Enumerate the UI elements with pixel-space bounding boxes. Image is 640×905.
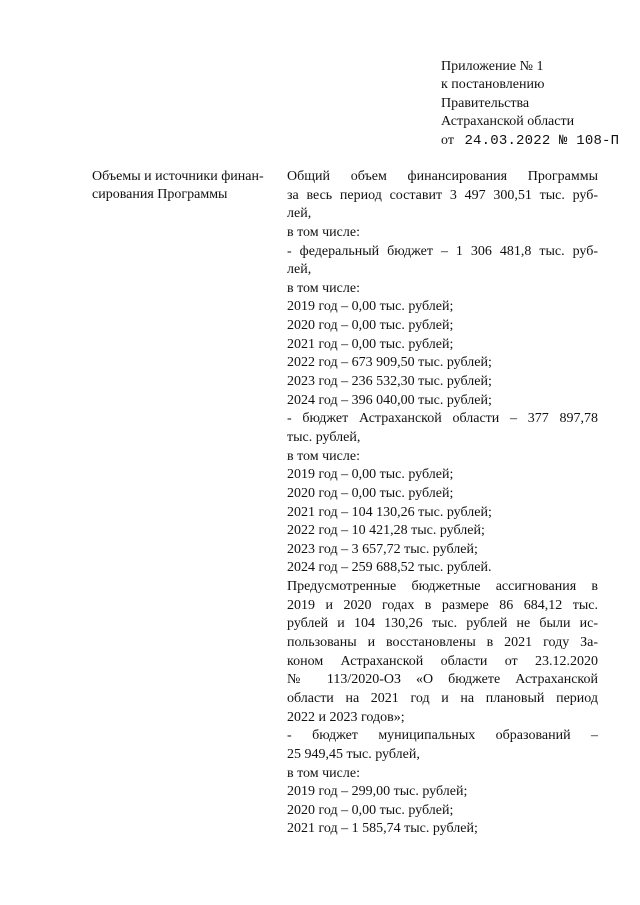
text-line: - бюджет Астраханской области – 377 897,78	[287, 411, 598, 427]
text-line: 2022 год – 673 909,50 тыс. рублей;	[287, 355, 492, 371]
text-line: 2024 год – 396 040,00 тыс. рублей;	[287, 392, 492, 408]
text-line: области на 2021 год и на плановый период	[287, 690, 598, 706]
text-line: 2022 и 2023 годов»;	[287, 709, 405, 725]
text-line: 2022 год – 10 421,28 тыс. рублей;	[287, 523, 485, 539]
appendix-header	[441, 58, 631, 150]
text-line: за весь период составит 3 497 300,51 тыс. руб-	[287, 187, 598, 203]
text-line: рублей и 104 130,26 тыс. рублей не были ис-	[287, 616, 598, 632]
text-line: Предусмотренные бюджетные ассигнования в	[287, 579, 598, 595]
text-line: лей,	[287, 206, 312, 222]
text-line: в том числе:	[287, 224, 360, 240]
funding-label-line-2: сирования Программы	[92, 187, 228, 202]
text-line: 2021 год – 104 130,26 тыс. рублей;	[287, 504, 492, 520]
text-line: 2023 год – 236 532,30 тыс. рублей;	[287, 374, 492, 390]
text-line: 2019 и 2020 годах в размере 86 684,12 тыс.	[287, 597, 598, 613]
text-line: - бюджет муниципальных образований –	[287, 728, 598, 744]
text-line: 2019 год – 0,00 тыс. рублей;	[287, 299, 454, 315]
text-line: - федеральный бюджет – 1 306 481,8 тыс. руб-	[287, 243, 598, 259]
text-line: коном Астраханской области от 23.12.2020	[287, 653, 598, 669]
text-line: в том числе:	[287, 765, 360, 781]
appendix-date-prefix: от	[441, 132, 454, 148]
text-line: лей,	[287, 262, 312, 278]
text-line: 2020 год – 0,00 тыс. рублей;	[287, 318, 454, 334]
text-line: 2023 год – 3 657,72 тыс. рублей;	[287, 541, 478, 557]
appendix-to-resolution: к постановлению	[441, 77, 545, 93]
text-line: 25 949,45 тыс. рублей,	[287, 746, 420, 762]
funding-label	[92, 168, 282, 204]
text-line: 2020 год – 0,00 тыс. рублей;	[287, 485, 454, 501]
text-line: 2021 год – 0,00 тыс. рублей;	[287, 336, 454, 352]
funding-details	[287, 168, 598, 839]
text-line: пользованы и восстановлены в 2021 году За-	[287, 635, 598, 651]
text-line: Общий объем финансирования Программы	[287, 169, 598, 184]
text-line: 2019 год – 0,00 тыс. рублей;	[287, 467, 454, 483]
appendix-date-number: 24.03.2022 № 108-П	[464, 132, 620, 149]
text-line: тыс. рублей,	[287, 429, 361, 445]
text-line: в том числе:	[287, 280, 360, 296]
text-line: 2024 год – 259 688,52 тыс. рублей.	[287, 560, 492, 576]
appendix-government: Правительства	[441, 95, 530, 111]
appendix-region: Астраханской области	[441, 114, 575, 130]
text-line: 2021 год – 1 585,74 тыс. рублей;	[287, 821, 478, 837]
appendix-date-line	[441, 132, 631, 150]
text-line: 2020 год – 0,00 тыс. рублей;	[287, 802, 454, 818]
appendix-number: Приложение № 1	[441, 59, 544, 74]
text-line: в том числе:	[287, 448, 360, 464]
funding-label-line-1: Объемы и источники финан-	[92, 169, 264, 184]
text-line: № 113/2020-ОЗ «О бюджете Астраханской	[287, 672, 598, 688]
text-line: 2019 год – 299,00 тыс. рублей;	[287, 784, 468, 800]
